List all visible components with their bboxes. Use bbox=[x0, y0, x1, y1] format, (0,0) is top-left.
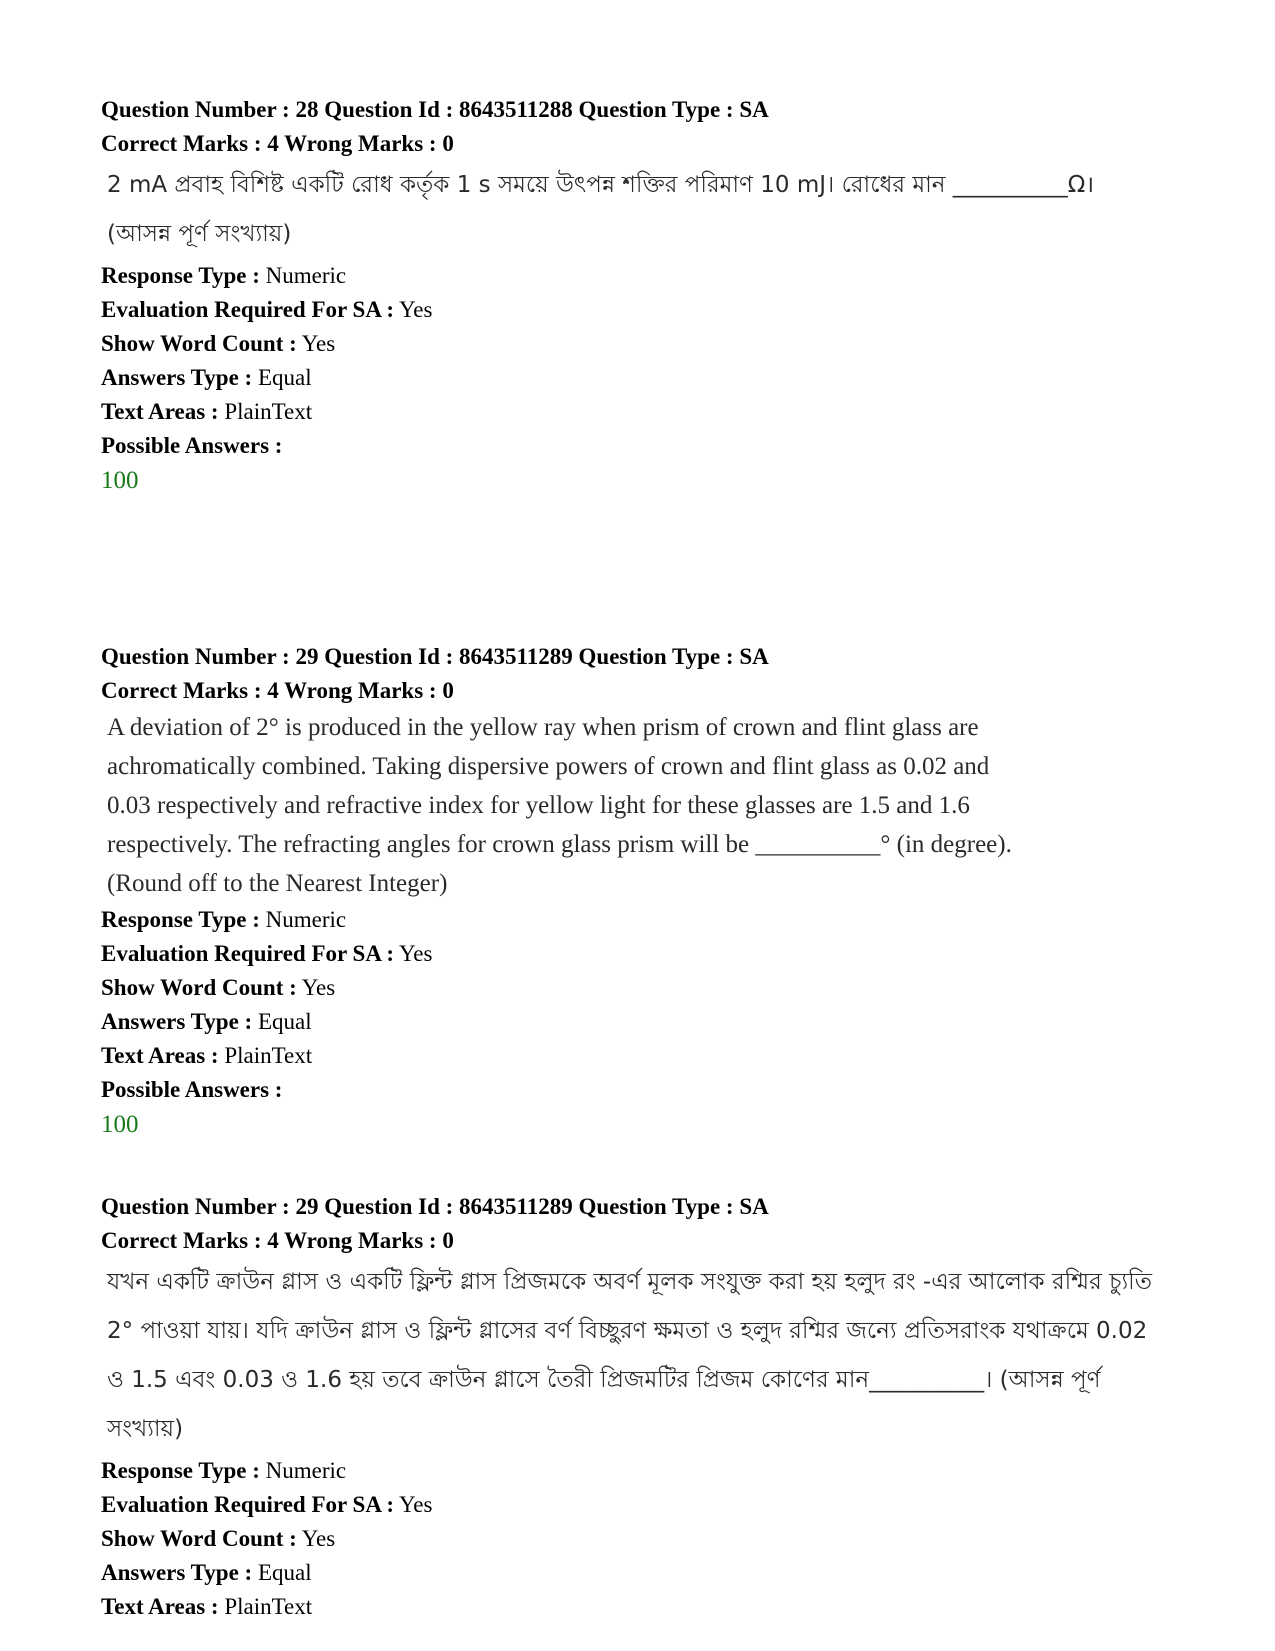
word-count-value: Yes bbox=[301, 1526, 336, 1551]
question-text-line: respectively. The refracting angles for crown glass prism will be __________° (in degree). bbox=[107, 831, 1012, 858]
question-header: Question Number : 29 Question Id : 8643511289 Question Type : SA bbox=[101, 644, 769, 669]
text-areas-value: PlainText bbox=[224, 1594, 313, 1619]
evaluation-label: Evaluation Required For SA : bbox=[101, 1492, 395, 1517]
evaluation-value: Yes bbox=[399, 1492, 433, 1517]
question-text-line: achromatically combined. Taking dispersive powers of crown and flint glass as 0.02 and bbox=[107, 753, 990, 780]
possible-answers-row bbox=[101, 1073, 1181, 1107]
word-count-row bbox=[101, 327, 1181, 361]
question-text-line: যখন একটি ক্রাউন গ্লাস ও একটি ফ্লিন্ট গ্লাস প্রিজমকে অবর্ণ মূলক সংযুক্ত করা হয় হলুদ রং -এর আলোক রশ্মির চ্যুতি bbox=[107, 1269, 1152, 1295]
evaluation-row bbox=[101, 1488, 1181, 1522]
question-header: Question Number : 29 Question Id : 8643511289 Question Type : SA bbox=[101, 1194, 769, 1219]
response-type-label: Response Type : bbox=[101, 263, 260, 288]
answers-type-value: Equal bbox=[257, 1560, 312, 1585]
word-count-value: Yes bbox=[301, 975, 336, 1000]
word-count-row bbox=[101, 1522, 1181, 1556]
evaluation-label: Evaluation Required For SA : bbox=[101, 941, 395, 966]
marks-line: Correct Marks : 4 Wrong Marks : 0 bbox=[101, 131, 454, 156]
question-text-line: ও 1.5 এবং 0.03 ও 1.6 হয় তবে ক্রাউন গ্লাসে তৈরী প্রিজমটির প্রিজম কোণের মান__________। (আসন্ন পূর্ণ bbox=[107, 1367, 1101, 1393]
text-areas-row bbox=[101, 395, 1181, 429]
text-areas-value: PlainText bbox=[224, 399, 313, 424]
question-block-28 bbox=[101, 93, 1181, 499]
text-areas-row bbox=[101, 1590, 1181, 1624]
evaluation-row bbox=[101, 937, 1181, 971]
word-count-row bbox=[101, 971, 1181, 1005]
question-block-29-bengali bbox=[101, 1190, 1181, 1624]
word-count-value: Yes bbox=[301, 331, 336, 356]
evaluation-value: Yes bbox=[399, 941, 433, 966]
answers-type-label: Answers Type : bbox=[101, 1009, 253, 1034]
answers-type-value: Equal bbox=[257, 365, 312, 390]
possible-answers-row bbox=[101, 429, 1181, 463]
evaluation-row bbox=[101, 293, 1181, 327]
word-count-label: Show Word Count : bbox=[101, 1526, 297, 1551]
question-text bbox=[101, 1258, 1181, 1454]
answers-type-row bbox=[101, 1005, 1181, 1039]
answers-type-row bbox=[101, 361, 1181, 395]
answers-type-label: Answers Type : bbox=[101, 1560, 253, 1585]
response-type-value: Numeric bbox=[265, 1458, 347, 1483]
text-areas-label: Text Areas : bbox=[101, 399, 219, 424]
response-type-row bbox=[101, 903, 1181, 937]
text-areas-label: Text Areas : bbox=[101, 1594, 219, 1619]
possible-answer-value: 100 bbox=[101, 1111, 139, 1138]
response-type-row bbox=[101, 259, 1181, 293]
question-text bbox=[101, 708, 1181, 903]
marks-line: Correct Marks : 4 Wrong Marks : 0 bbox=[101, 678, 454, 703]
question-text-line: 2 mA প্রবাহ বিশিষ্ট একটি রোধ কর্তৃক 1 s সময়ে উৎপন্ন শক্তির পরিমাণ 10 mJ। রোধের মান __________Ω। bbox=[107, 172, 1095, 198]
answers-type-value: Equal bbox=[257, 1009, 312, 1034]
word-count-label: Show Word Count : bbox=[101, 975, 297, 1000]
possible-answer-value: 100 bbox=[101, 467, 139, 494]
response-type-label: Response Type : bbox=[101, 1458, 260, 1483]
answers-type-row bbox=[101, 1556, 1181, 1590]
possible-answers-label: Possible Answers : bbox=[101, 433, 283, 458]
question-text bbox=[101, 161, 1181, 259]
question-text-line: 0.03 respectively and refractive index for yellow light for these glasses are 1.5 and 1.6 bbox=[107, 792, 970, 819]
word-count-label: Show Word Count : bbox=[101, 331, 297, 356]
evaluation-label: Evaluation Required For SA : bbox=[101, 297, 395, 322]
response-type-value: Numeric bbox=[265, 907, 347, 932]
question-header: Question Number : 28 Question Id : 8643511288 Question Type : SA bbox=[101, 97, 769, 122]
question-text-line: সংখ্যায়) bbox=[107, 1416, 184, 1442]
response-type-label: Response Type : bbox=[101, 907, 260, 932]
question-block-29 bbox=[101, 640, 1181, 1143]
response-type-value: Numeric bbox=[265, 263, 347, 288]
text-areas-row bbox=[101, 1039, 1181, 1073]
evaluation-value: Yes bbox=[399, 297, 433, 322]
marks-line: Correct Marks : 4 Wrong Marks : 0 bbox=[101, 1228, 454, 1253]
possible-answers-label: Possible Answers : bbox=[101, 1077, 283, 1102]
question-text-line: 2° পাওয়া যায়। যদি ক্রাউন গ্লাস ও ফ্লিন্ট গ্লাসের বর্ণ বিচ্ছুরণ ক্ষমতা ও হলুদ রশ্মির জন্যে প্রতিসরাংক যথাক্রমে 0.02 bbox=[107, 1318, 1148, 1344]
question-text-line: A deviation of 2° is produced in the yellow ray when prism of crown and flint glass are bbox=[107, 714, 979, 741]
response-type-row bbox=[101, 1454, 1181, 1488]
answers-type-label: Answers Type : bbox=[101, 365, 253, 390]
text-areas-label: Text Areas : bbox=[101, 1043, 219, 1068]
text-areas-value: PlainText bbox=[224, 1043, 313, 1068]
question-text-line: (আসন্ন পূর্ণ সংখ্যায়) bbox=[107, 221, 292, 247]
question-text-line: (Round off to the Nearest Integer) bbox=[107, 870, 448, 897]
